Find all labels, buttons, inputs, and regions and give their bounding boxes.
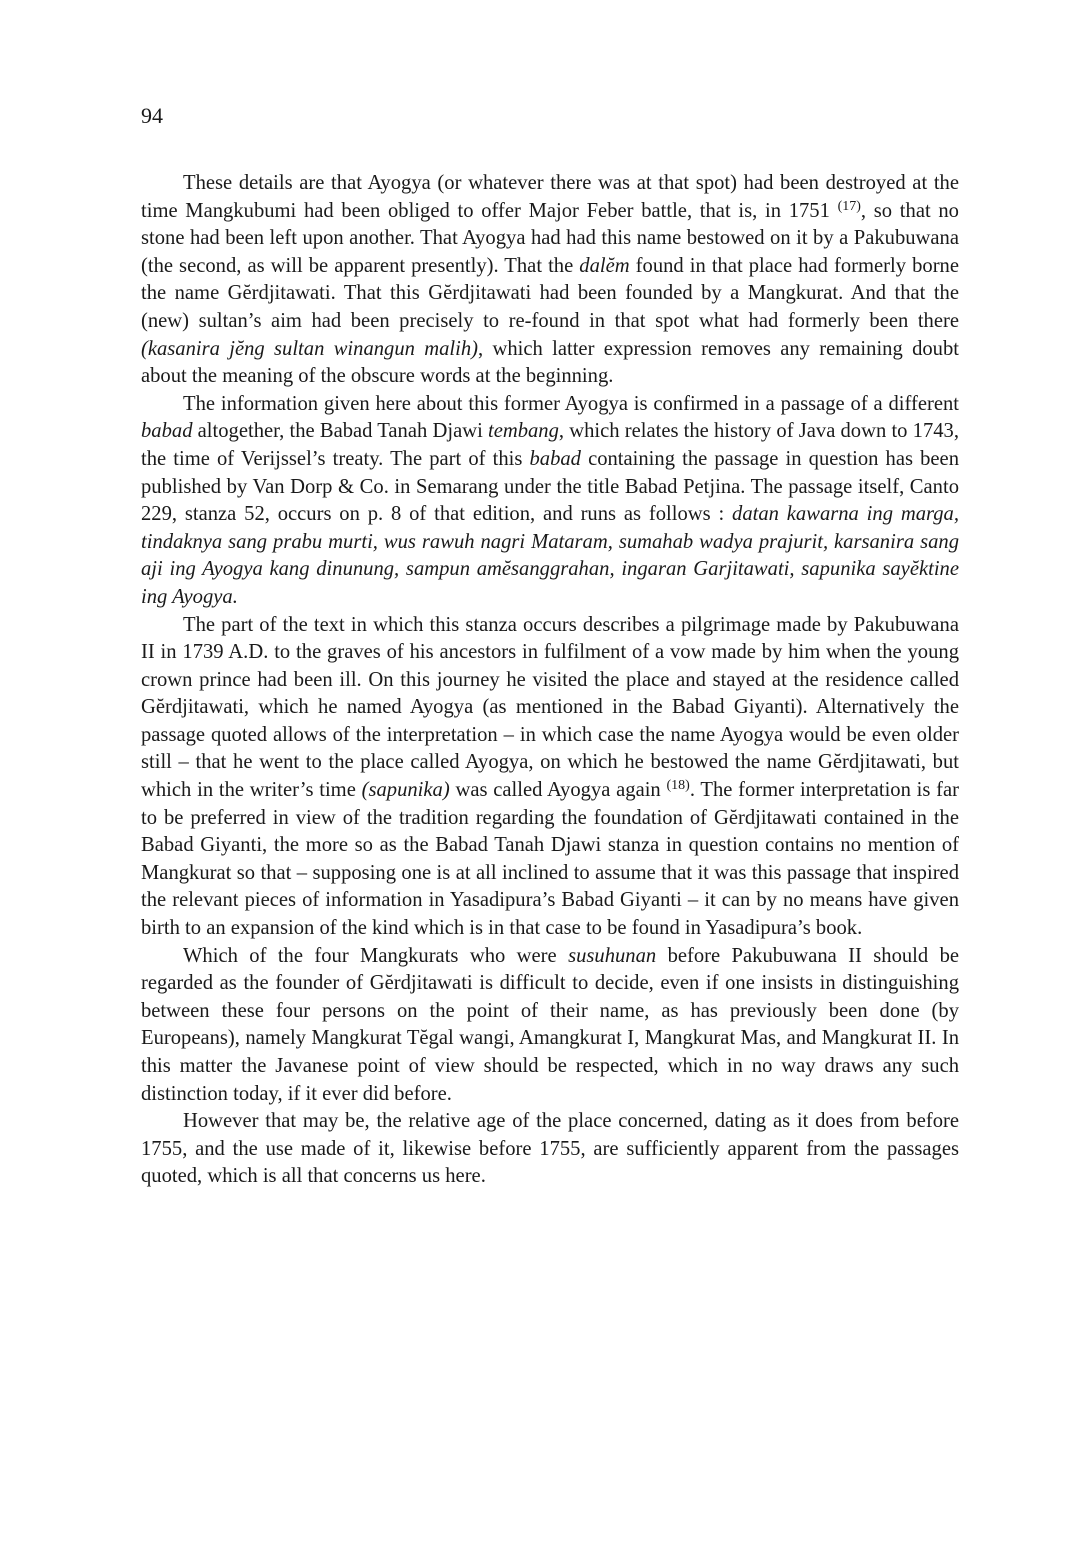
paragraph — [141, 170, 959, 391]
italic-text: tembang — [487, 420, 559, 443]
text-run: However that may be, the relative age of the place concerned, dating as it does from before 1755, and the use made of it, likewise before 1755, are sufficiently apparent from the passages quoted, which is all that concerns us here. — [141, 1110, 959, 1188]
italic-text: datan kawarna ing marga, tindaknya sang prabu murti, wus rawuh nagri Mataram, sumahab wadya prajurit, karsanira sang aji ing Ayogya kang dinunung, sampun amĕsanggrahan, ingaran Garjitawati, sapunika sayĕktine ing Ayogya. — [141, 503, 959, 608]
text-run: containing the passage in question has been published by Van Dorp & Co. in Semarang under the title Babad Petjina. The passage itself, Canto 229, stanza 52, occurs on p. 8 of that edition, and runs as follows : — [141, 447, 959, 526]
text-run: The information given here about this former Ayogya is confirmed in a passage of a different — [183, 392, 959, 415]
paragraph — [141, 612, 959, 943]
text-run: found in that place had formerly borne the name Gĕrdjitawati. That this Gĕrdjitawati had been founded by a Mangkurat. And that the (new) sultan’s aim had been precisely to re-found in that spot what had formerly been there — [141, 254, 959, 332]
italic-text: babad — [529, 447, 581, 470]
text-run: before Pakubuwana II should be regarded as the founder of Gĕrdjitawati is difficult to decide, even if one insists in distinguishing between these four persons on the point of their name, as has previously been done (by Europeans), namely Mangkurat Tĕgal wangi, Amangkurat I, Mangkurat Mas, and Mangkurat II. In this matter the Javanese point of view should be respected, which in no way draws any such distinction today, if it ever did before. — [141, 944, 960, 1105]
text-run: . The former interpretation is far to be preferred in view of the tradition regarding the foundation of Gĕrdjitawati contained in the Babad Giyanti, the more so as the Babad Tanah Djawi stanza in question contains no mention of Mangkurat so that – supposing one is at all inclined to assume that it was this passage that inspired the relevant pieces of information in Yasadipura’s Babad Giyanti – it can by no means have given birth to an expansion of the kind which is in that case to be found in Yasadipura’s book. — [141, 779, 960, 940]
paragraph — [141, 391, 959, 612]
body-text — [141, 170, 959, 1191]
text-run: The part of the text in which this stanza occurs describes a pilgrimage made by Pakubuwana II in 1739 A.D. to the graves of his ancestors in fulfilment of a vow made by him when the young crown prince had been ill. On this journey he visited the place and stayed at the residence called Gĕrdjitawati, which he named Ayogya (as mentioned in the Babad Giyanti). Alternatively the passage quoted allows of the interpretation – in which case the name Ayogya would be even older still – that he went to the place called Ayogya, on which he bestowed the name Gĕrdjitawati, but which in the writer’s time — [141, 613, 959, 802]
italic-text: susuhunan — [568, 944, 657, 967]
paragraph — [141, 943, 959, 1109]
text-run: , which latter expression removes any remaining doubt about the meaning of the obscure words at the beginning. — [141, 337, 959, 388]
text-run: These details are that Ayogya (or whatever there was at that spot) had been destroyed at the time Mangkubumi had been obliged to offer Major Feber battle, that is, in 1751 — [141, 172, 959, 222]
text-run: Which of the four Mangkurats who were — [183, 944, 569, 967]
footnote-ref: (17) — [837, 198, 861, 214]
text-run: altogether, the Babad Tanah Djawi — [192, 420, 488, 443]
text-run: was called Ayogya again — [449, 779, 667, 802]
page-number: 94 — [141, 103, 163, 128]
paragraph — [141, 1108, 959, 1191]
footnote-ref: (18) — [666, 778, 690, 794]
text-run: , so that no stone had been left upon another. That Ayogya had had this name bestowed on it by a Pakubuwana (the second, as will be apparent presently). That the — [141, 199, 959, 277]
italic-text: babad — [141, 420, 193, 443]
italic-text: (kasanira jĕng sultan winangun malih) — [141, 337, 479, 360]
italic-text: dalĕm — [579, 254, 630, 277]
text-run: , which relates the history of Java down to 1743, the time of Verijssel’s treaty. The part of this — [141, 420, 959, 470]
italic-text: (sapunika) — [361, 779, 450, 802]
